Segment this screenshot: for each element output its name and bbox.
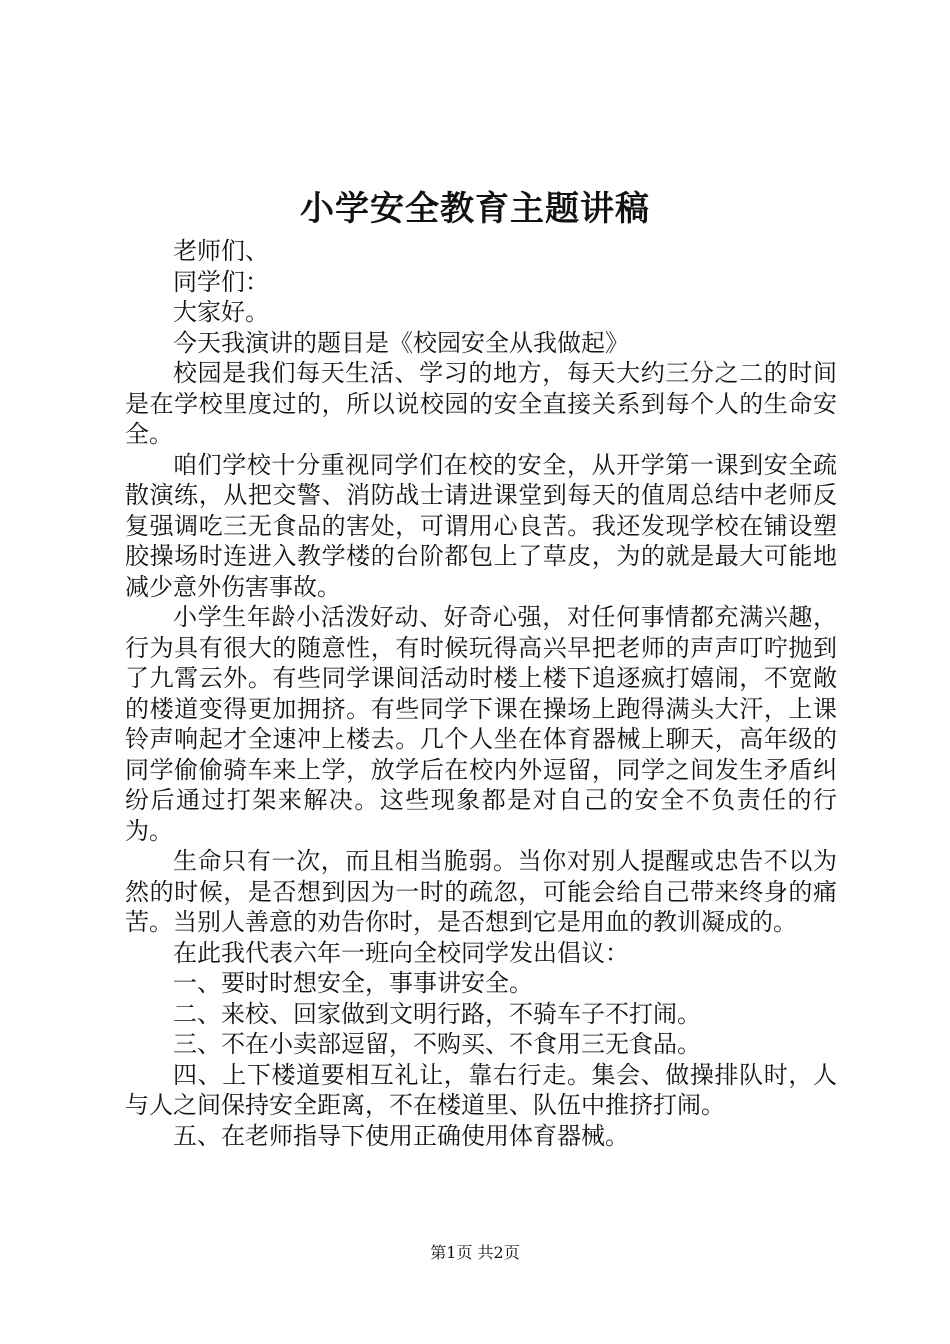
paragraph-life-fragile: 生命只有一次，而且相当脆弱。当你对别人提醒或忠告不以为然的时候，是否想到因为一时的疏忽，可能会给自己带来终身的痛苦。当别人善意的劝告你时，是否想到它是用血的教训凝成的。 (125, 847, 837, 936)
paragraph-salutation-teachers: 老师们、 (173, 237, 269, 265)
document-body (125, 236, 837, 1151)
proposal-item-1: 一、要时时想安全，事事讲安全。 (173, 969, 533, 997)
paragraph-greeting: 大家好。 (173, 298, 269, 326)
proposal-item-5: 五、在老师指导下使用正确使用体育器械。 (173, 1121, 629, 1150)
paragraph-school-measures: 咱们学校十分重视同学们在校的安全，从开学第一课到安全疏散演练，从把交警、消防战士请进课堂到每天的值周总结中老师反复强调吃三无食品的害处，可谓用心良苦。我还发现学校在铺设塑胶操场时连进入教学楼的台阶都包上了草皮，为的就是最大可能地减少意外伤害事故。 (125, 450, 837, 601)
paragraph-student-behavior: 小学生年龄小活泼好动、好奇心强，对任何事情都充满兴趣，行为具有很大的随意性，有时候玩得高兴早把老师的声声叮咛抛到了九霄云外。有些同学课间活动时楼上楼下追逐疯打嬉闹，不宽敞的楼道变得更加拥挤。有些同学下课在操场上跑得满头大汗，上课铃声响起才全速冲上楼去。几个人坐在体育器械上聊天，高年级的同学偷偷骑车来上学，放学后在校内外逗留，同学之间发生矛盾纠纷后通过打架来解决。这些现象都是对自己的安全不负责任的行为。 (125, 603, 837, 845)
paragraph-salutation-students: 同学们： (173, 267, 269, 296)
document-title: 小学安全教育主题讲稿 (300, 189, 650, 229)
proposal-item-3: 三、不在小卖部逗留，不购买、不食用三无食品。 (173, 1030, 701, 1058)
page-footer: 第1页 共2页 (430, 1243, 520, 1262)
paragraph-topic: 今天我演讲的题目是《校园安全从我做起》 (173, 328, 629, 357)
proposal-item-4: 四、上下楼道要相互礼让，靠右行走。集会、做操排队时，人与人之间保持安全距离，不在楼道里、队伍中推挤打闹。 (125, 1060, 837, 1119)
proposal-item-2: 二、来校、回家做到文明行路，不骑车子不打闹。 (173, 999, 701, 1028)
paragraph-campus: 校园是我们每天生活、学习的地方，每天大约三分之二的时间是在学校里度过的，所以说校园的安全直接关系到每个人的生命安全。 (125, 359, 837, 448)
paragraph-proposal-intro: 在此我代表六年一班向全校同学发出倡议： (173, 938, 629, 967)
